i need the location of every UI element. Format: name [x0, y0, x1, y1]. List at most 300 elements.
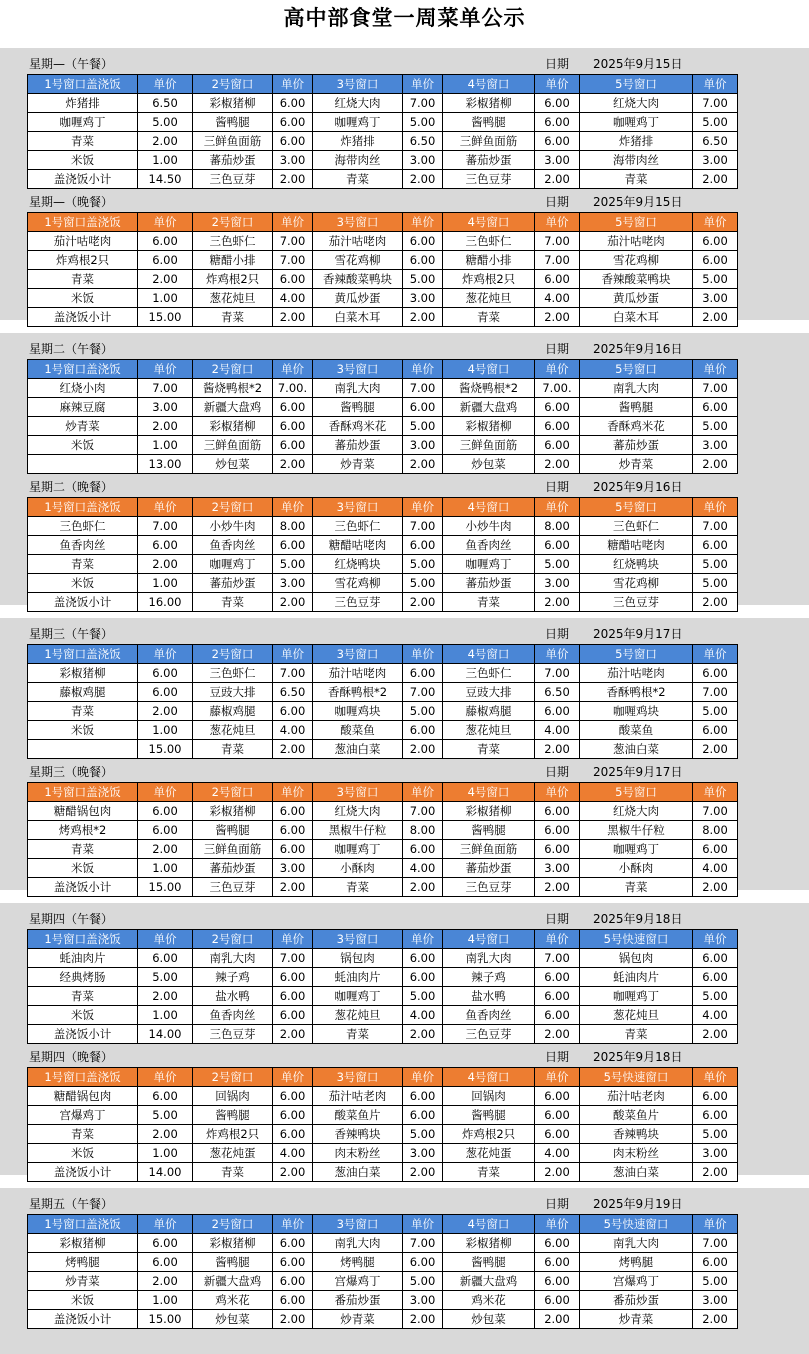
dish-cell: 蕃茄炒蛋	[443, 151, 535, 170]
price-cell: 2.00	[273, 1310, 313, 1329]
dish-cell: 鱼香肉丝	[193, 536, 273, 555]
price-cell: 6.00	[535, 132, 580, 151]
column-header: 4号窗口	[443, 930, 535, 949]
price-cell: 6.00	[273, 1234, 313, 1253]
price-cell: 6.00	[535, 1106, 580, 1125]
price-cell: 6.00	[403, 536, 443, 555]
dish-cell: 炒包菜	[193, 1310, 273, 1329]
dish-cell: 鸡米花	[443, 1291, 535, 1310]
price-cell: 6.00	[693, 536, 738, 555]
dish-cell: 新疆大盘鸡	[443, 1272, 535, 1291]
dish-cell: 香辣鸭块	[580, 1125, 693, 1144]
column-header: 4号窗口	[443, 75, 535, 94]
dish-cell: 蕃茄炒蛋	[193, 859, 273, 878]
dish-cell: 彩椒猪柳	[193, 94, 273, 113]
table-row	[28, 113, 738, 132]
dish-cell: 酱烧鸭根*2	[193, 379, 273, 398]
dish-cell: 经典烤肠	[28, 968, 138, 987]
column-header: 单价	[273, 783, 313, 802]
dish-cell: 锅包肉	[313, 949, 403, 968]
price-cell: 2.00	[403, 878, 443, 897]
dish-cell: 彩椒猪柳	[443, 417, 535, 436]
dish-cell: 红烧大肉	[313, 802, 403, 821]
dish-cell: 黑椒牛仔粒	[580, 821, 693, 840]
meal-header	[27, 1195, 737, 1214]
column-header: 5号快速窗口	[580, 1215, 693, 1234]
table-header-row	[28, 783, 738, 802]
dish-cell: 鱼香肉丝	[193, 1006, 273, 1025]
dish-cell: 酱鸭腿	[193, 821, 273, 840]
dish-cell: 黄瓜炒蛋	[580, 289, 693, 308]
price-cell: 3.00	[535, 574, 580, 593]
column-header: 2号窗口	[193, 213, 273, 232]
price-cell: 6.00	[535, 1253, 580, 1272]
dish-cell: 三鲜鱼面筋	[443, 840, 535, 859]
price-cell: 4.00	[535, 1144, 580, 1163]
column-header: 单价	[273, 213, 313, 232]
date-value: 2025年9月19日	[593, 1197, 683, 1211]
column-header: 单价	[693, 783, 738, 802]
price-cell: 15.00	[138, 1310, 193, 1329]
dish-cell: 南乳大肉	[313, 379, 403, 398]
price-cell: 6.00	[138, 802, 193, 821]
price-cell: 15.00	[138, 740, 193, 759]
dish-cell: 咖喱鸡丁	[193, 555, 273, 574]
dish-cell: 酱鸭腿	[443, 1106, 535, 1125]
dish-cell: 红烧大肉	[313, 94, 403, 113]
price-cell: 6.50	[138, 94, 193, 113]
price-cell: 2.00	[273, 1163, 313, 1182]
price-cell: 5.00	[403, 270, 443, 289]
price-cell: 3.00	[693, 436, 738, 455]
price-cell: 5.00	[403, 702, 443, 721]
price-cell: 3.00	[273, 859, 313, 878]
dish-cell: 回锅肉	[443, 1087, 535, 1106]
table-row	[28, 740, 738, 759]
table-row	[28, 289, 738, 308]
price-cell: 7.00	[535, 251, 580, 270]
table-row	[28, 721, 738, 740]
table-header-row	[28, 75, 738, 94]
price-cell: 6.50	[535, 683, 580, 702]
dish-cell: 酸菜鱼	[580, 721, 693, 740]
price-cell: 6.00	[273, 436, 313, 455]
table-row	[28, 949, 738, 968]
price-cell: 2.00	[138, 1272, 193, 1291]
price-cell: 2.00	[273, 740, 313, 759]
dish-cell: 小酥肉	[313, 859, 403, 878]
dish-cell: 辣子鸡	[443, 968, 535, 987]
table-row	[28, 1272, 738, 1291]
dish-cell: 藤椒鸡腿	[443, 702, 535, 721]
dish-cell: 青菜	[313, 878, 403, 897]
dish-cell: 雪花鸡柳	[580, 251, 693, 270]
price-cell: 5.00	[693, 113, 738, 132]
dish-cell: 三色虾仁	[313, 517, 403, 536]
column-header: 单价	[138, 645, 193, 664]
table-header-row	[28, 213, 738, 232]
meal-name: 星期—（晚餐）	[29, 195, 114, 209]
dish-cell: 炸猪排	[580, 132, 693, 151]
dish-cell: 三鲜鱼面筋	[193, 436, 273, 455]
table-row	[28, 455, 738, 474]
dish-cell: 辣子鸡	[193, 968, 273, 987]
price-cell: 6.00	[273, 821, 313, 840]
price-cell: 3.00	[403, 289, 443, 308]
price-cell: 2.00	[403, 170, 443, 189]
column-header: 单价	[403, 360, 443, 379]
dish-cell: 葱油白菜	[313, 1163, 403, 1182]
menu-table	[27, 1214, 738, 1329]
dish-cell: 香辣鸭块	[313, 1125, 403, 1144]
menu-table	[27, 212, 738, 327]
dish-cell: 茄汁咕咾肉	[580, 664, 693, 683]
dish-cell: 彩椒猪柳	[443, 1234, 535, 1253]
column-header: 4号窗口	[443, 1068, 535, 1087]
page-title: 高中部食堂一周菜单公示	[283, 6, 526, 30]
price-cell: 7.00	[403, 683, 443, 702]
price-cell: 2.00	[535, 878, 580, 897]
price-cell: 6.00	[273, 398, 313, 417]
price-cell: 2.00	[403, 740, 443, 759]
column-header: 1号窗口盖浇饭	[28, 498, 138, 517]
price-cell: 7.00	[273, 251, 313, 270]
dish-cell: 炸鸡根2只	[193, 1125, 273, 1144]
price-cell: 4.00	[273, 721, 313, 740]
price-cell: 6.00	[535, 94, 580, 113]
dish-cell: 青菜	[193, 1163, 273, 1182]
table-row	[28, 878, 738, 897]
dish-cell: 青菜	[28, 840, 138, 859]
price-cell: 6.00	[403, 1106, 443, 1125]
price-cell: 7.00	[403, 379, 443, 398]
dish-cell: 葱花炖旦	[313, 1006, 403, 1025]
dish-cell: 咖喱鸡块	[580, 702, 693, 721]
dish-cell: 南乳大肉	[580, 379, 693, 398]
price-cell: 2.00	[693, 740, 738, 759]
price-cell: 6.00	[273, 802, 313, 821]
table-row	[28, 840, 738, 859]
price-cell: 6.00	[535, 1234, 580, 1253]
table-row	[28, 821, 738, 840]
dish-cell: 蕃茄炒蛋	[443, 574, 535, 593]
dish-cell: 香辣酸菜鸭块	[313, 270, 403, 289]
price-cell: 3.00	[535, 151, 580, 170]
price-cell: 6.00	[535, 821, 580, 840]
price-cell: 7.00	[535, 949, 580, 968]
price-cell: 6.00	[403, 251, 443, 270]
table-row	[28, 1106, 738, 1125]
dish-cell: 青菜	[193, 308, 273, 327]
dish-cell: 酱鸭腿	[443, 1253, 535, 1272]
column-header: 单价	[535, 930, 580, 949]
meal-block	[27, 910, 737, 1044]
meal-block	[27, 763, 737, 897]
price-cell: 6.00	[138, 1087, 193, 1106]
price-cell: 6.00	[403, 1087, 443, 1106]
dish-cell: 彩椒猪柳	[28, 1234, 138, 1253]
dish-cell: 烤鸭腿	[28, 1253, 138, 1272]
date-label: 日期	[545, 627, 570, 641]
price-cell: 4.00	[273, 289, 313, 308]
table-row	[28, 702, 738, 721]
price-cell: 7.00	[403, 802, 443, 821]
price-cell: 1.00	[138, 574, 193, 593]
dish-cell: 酱鸭腿	[580, 398, 693, 417]
date-label: 日期	[545, 765, 570, 779]
price-cell: 4.00	[403, 1006, 443, 1025]
price-cell: 6.00	[535, 1087, 580, 1106]
column-header: 单价	[403, 213, 443, 232]
dish-cell: 彩椒猪柳	[443, 94, 535, 113]
column-header: 单价	[535, 75, 580, 94]
price-cell: 3.00	[693, 1144, 738, 1163]
price-cell: 3.00	[403, 1144, 443, 1163]
table-row	[28, 170, 738, 189]
dish-cell: 三色豆芽	[443, 1025, 535, 1044]
dish-cell: 南乳大肉	[443, 949, 535, 968]
column-header: 4号窗口	[443, 360, 535, 379]
dish-cell: 葱花炖旦	[193, 289, 273, 308]
meal-block	[27, 625, 737, 759]
dish-cell: 三色虾仁	[193, 232, 273, 251]
price-cell: 4.00	[693, 859, 738, 878]
meal-name: 星期二（晚餐）	[29, 480, 114, 494]
price-cell: 6.00	[403, 949, 443, 968]
dish-cell: 三色豆芽	[443, 170, 535, 189]
price-cell: 2.00	[273, 308, 313, 327]
price-cell: 5.00	[693, 702, 738, 721]
table-row	[28, 987, 738, 1006]
dish-cell: 三色豆芽	[193, 1025, 273, 1044]
price-cell: 7.00	[693, 802, 738, 821]
column-header: 5号快速窗口	[580, 930, 693, 949]
price-cell: 7.00	[273, 949, 313, 968]
column-header: 单价	[273, 645, 313, 664]
dish-cell: 米饭	[28, 574, 138, 593]
price-cell: 1.00	[138, 1291, 193, 1310]
price-cell: 7.00	[693, 1234, 738, 1253]
dish-cell: 彩椒猪柳	[193, 417, 273, 436]
dish-cell: 香酥鸭根*2	[313, 683, 403, 702]
date-value: 2025年9月16日	[593, 342, 683, 356]
dish-cell: 豆豉大排	[443, 683, 535, 702]
dish-cell: 宫爆鸡丁	[313, 1272, 403, 1291]
column-header: 3号窗口	[313, 360, 403, 379]
meal-header	[27, 910, 737, 929]
price-cell: 6.00	[273, 536, 313, 555]
dish-cell: 青菜	[443, 593, 535, 612]
price-cell: 13.00	[138, 455, 193, 474]
dish-cell: 三色虾仁	[193, 664, 273, 683]
price-cell: 6.00	[535, 987, 580, 1006]
column-header: 单价	[693, 360, 738, 379]
table-row	[28, 593, 738, 612]
column-header: 单价	[535, 783, 580, 802]
price-cell: 6.00	[273, 417, 313, 436]
table-row	[28, 1006, 738, 1025]
price-cell: 6.00	[693, 1087, 738, 1106]
price-cell: 4.00	[535, 289, 580, 308]
dish-cell: 红烧鸭块	[313, 555, 403, 574]
price-cell: 6.00	[693, 1106, 738, 1125]
dish-cell: 酸菜鱼片	[313, 1106, 403, 1125]
price-cell: 7.00	[693, 379, 738, 398]
table-row	[28, 1310, 738, 1329]
column-header: 1号窗口盖浇饭	[28, 75, 138, 94]
column-header: 单价	[535, 1215, 580, 1234]
dish-cell: 糖醋锅包肉	[28, 1087, 138, 1106]
price-cell: 6.00	[693, 232, 738, 251]
price-cell: 4.00	[693, 1006, 738, 1025]
column-header: 单价	[535, 360, 580, 379]
column-header: 2号窗口	[193, 1068, 273, 1087]
price-cell: 6.00	[535, 536, 580, 555]
column-header: 3号窗口	[313, 75, 403, 94]
dish-cell: 青菜	[28, 270, 138, 289]
dish-cell: 炒青菜	[28, 417, 138, 436]
price-cell: 7.00	[138, 517, 193, 536]
price-cell: 2.00	[693, 308, 738, 327]
dish-cell: 盖浇饭小计	[28, 593, 138, 612]
dish-cell: 糖醋小排	[193, 251, 273, 270]
table-row	[28, 1291, 738, 1310]
table-header-row	[28, 1068, 738, 1087]
table-row	[28, 232, 738, 251]
price-cell: 6.00	[138, 821, 193, 840]
price-cell: 7.00	[693, 683, 738, 702]
price-cell: 6.00	[273, 1291, 313, 1310]
dish-cell: 青菜	[580, 878, 693, 897]
dish-cell: 茄汁咕咾肉	[313, 664, 403, 683]
price-cell: 3.00	[138, 398, 193, 417]
column-header: 单价	[535, 213, 580, 232]
dish-cell: 炒青菜	[313, 1310, 403, 1329]
dish-cell: 炸猪排	[28, 94, 138, 113]
meal-header	[27, 193, 737, 212]
price-cell: 6.00	[273, 968, 313, 987]
date-label: 日期	[545, 480, 570, 494]
price-cell: 1.00	[138, 721, 193, 740]
price-cell: 2.00	[535, 1025, 580, 1044]
meal-name: 星期二（午餐）	[29, 342, 114, 356]
dish-cell: 南乳大肉	[580, 1234, 693, 1253]
price-cell: 7.00	[693, 517, 738, 536]
dish-cell: 炒青菜	[580, 1310, 693, 1329]
price-cell: 6.50	[273, 683, 313, 702]
price-cell: 2.00	[138, 132, 193, 151]
table-row	[28, 683, 738, 702]
dish-cell: 葱花炖旦	[193, 721, 273, 740]
column-header: 5号窗口	[580, 498, 693, 517]
dish-cell: 鱼香肉丝	[443, 536, 535, 555]
price-cell: 1.00	[138, 1144, 193, 1163]
dish-cell: 彩椒猪柳	[443, 802, 535, 821]
dish-cell: 米饭	[28, 1291, 138, 1310]
dish-cell: 酸菜鱼片	[580, 1106, 693, 1125]
price-cell: 6.50	[693, 132, 738, 151]
price-cell: 2.00	[273, 455, 313, 474]
dish-cell: 炸鸡根2只	[443, 270, 535, 289]
price-cell: 5.00	[403, 1125, 443, 1144]
dish-cell: 三色豆芽	[443, 878, 535, 897]
column-header: 3号窗口	[313, 498, 403, 517]
table-row	[28, 517, 738, 536]
column-header: 1号窗口盖浇饭	[28, 645, 138, 664]
meal-name: 星期—（午餐）	[29, 57, 114, 71]
table-header-row	[28, 930, 738, 949]
price-cell: 6.00	[693, 840, 738, 859]
price-cell: 5.00	[693, 574, 738, 593]
column-header: 单价	[138, 360, 193, 379]
price-cell: 7.00	[403, 94, 443, 113]
price-cell: 5.00	[693, 555, 738, 574]
dish-cell: 小酥肉	[580, 859, 693, 878]
price-cell: 3.00	[535, 859, 580, 878]
column-header: 1号窗口盖浇饭	[28, 213, 138, 232]
dish-cell: 咖喱鸡丁	[28, 113, 138, 132]
price-cell: 6.00	[693, 1253, 738, 1272]
column-header: 2号窗口	[193, 360, 273, 379]
dish-cell: 小炒牛肉	[193, 517, 273, 536]
column-header: 3号窗口	[313, 645, 403, 664]
price-cell: 6.00	[535, 1291, 580, 1310]
date-value: 2025年9月16日	[593, 480, 683, 494]
dish-cell: 三色虾仁	[443, 664, 535, 683]
dish-cell: 盐水鸭	[443, 987, 535, 1006]
dish-cell: 米饭	[28, 721, 138, 740]
meal-block	[27, 340, 737, 474]
dish-cell: 炒包菜	[193, 455, 273, 474]
table-row	[28, 968, 738, 987]
column-header: 单价	[535, 498, 580, 517]
meal-header	[27, 55, 737, 74]
price-cell: 3.00	[273, 574, 313, 593]
dish-cell: 咖喱鸡丁	[313, 840, 403, 859]
price-cell: 6.00	[693, 251, 738, 270]
dish-cell: 青菜	[313, 170, 403, 189]
meal-block	[27, 1048, 737, 1182]
dish-cell: 宫爆鸡丁	[580, 1272, 693, 1291]
price-cell: 2.00	[535, 593, 580, 612]
dish-cell: 宫爆鸡丁	[28, 1106, 138, 1125]
table-row	[28, 308, 738, 327]
dish-cell: 葱花炖旦	[443, 721, 535, 740]
meal-header	[27, 340, 737, 359]
price-cell: 6.00	[273, 270, 313, 289]
column-header: 4号窗口	[443, 783, 535, 802]
column-header: 2号窗口	[193, 1215, 273, 1234]
meal-block	[27, 55, 737, 189]
meal-header	[27, 763, 737, 782]
column-header: 3号窗口	[313, 930, 403, 949]
price-cell: 2.00	[535, 308, 580, 327]
column-header: 单价	[693, 1215, 738, 1234]
column-header: 4号窗口	[443, 498, 535, 517]
dish-cell: 酸菜鱼	[313, 721, 403, 740]
price-cell: 1.00	[138, 1006, 193, 1025]
price-cell: 6.00	[535, 398, 580, 417]
price-cell: 6.00	[273, 94, 313, 113]
dish-cell: 茄汁咕老肉	[313, 1087, 403, 1106]
price-cell: 6.00	[403, 664, 443, 683]
dish-cell: 红烧小肉	[28, 379, 138, 398]
table-row	[28, 574, 738, 593]
column-header: 1号窗口盖浇饭	[28, 783, 138, 802]
table-header-row	[28, 645, 738, 664]
dish-cell: 盖浇饭小计	[28, 878, 138, 897]
price-cell: 6.00	[273, 840, 313, 859]
